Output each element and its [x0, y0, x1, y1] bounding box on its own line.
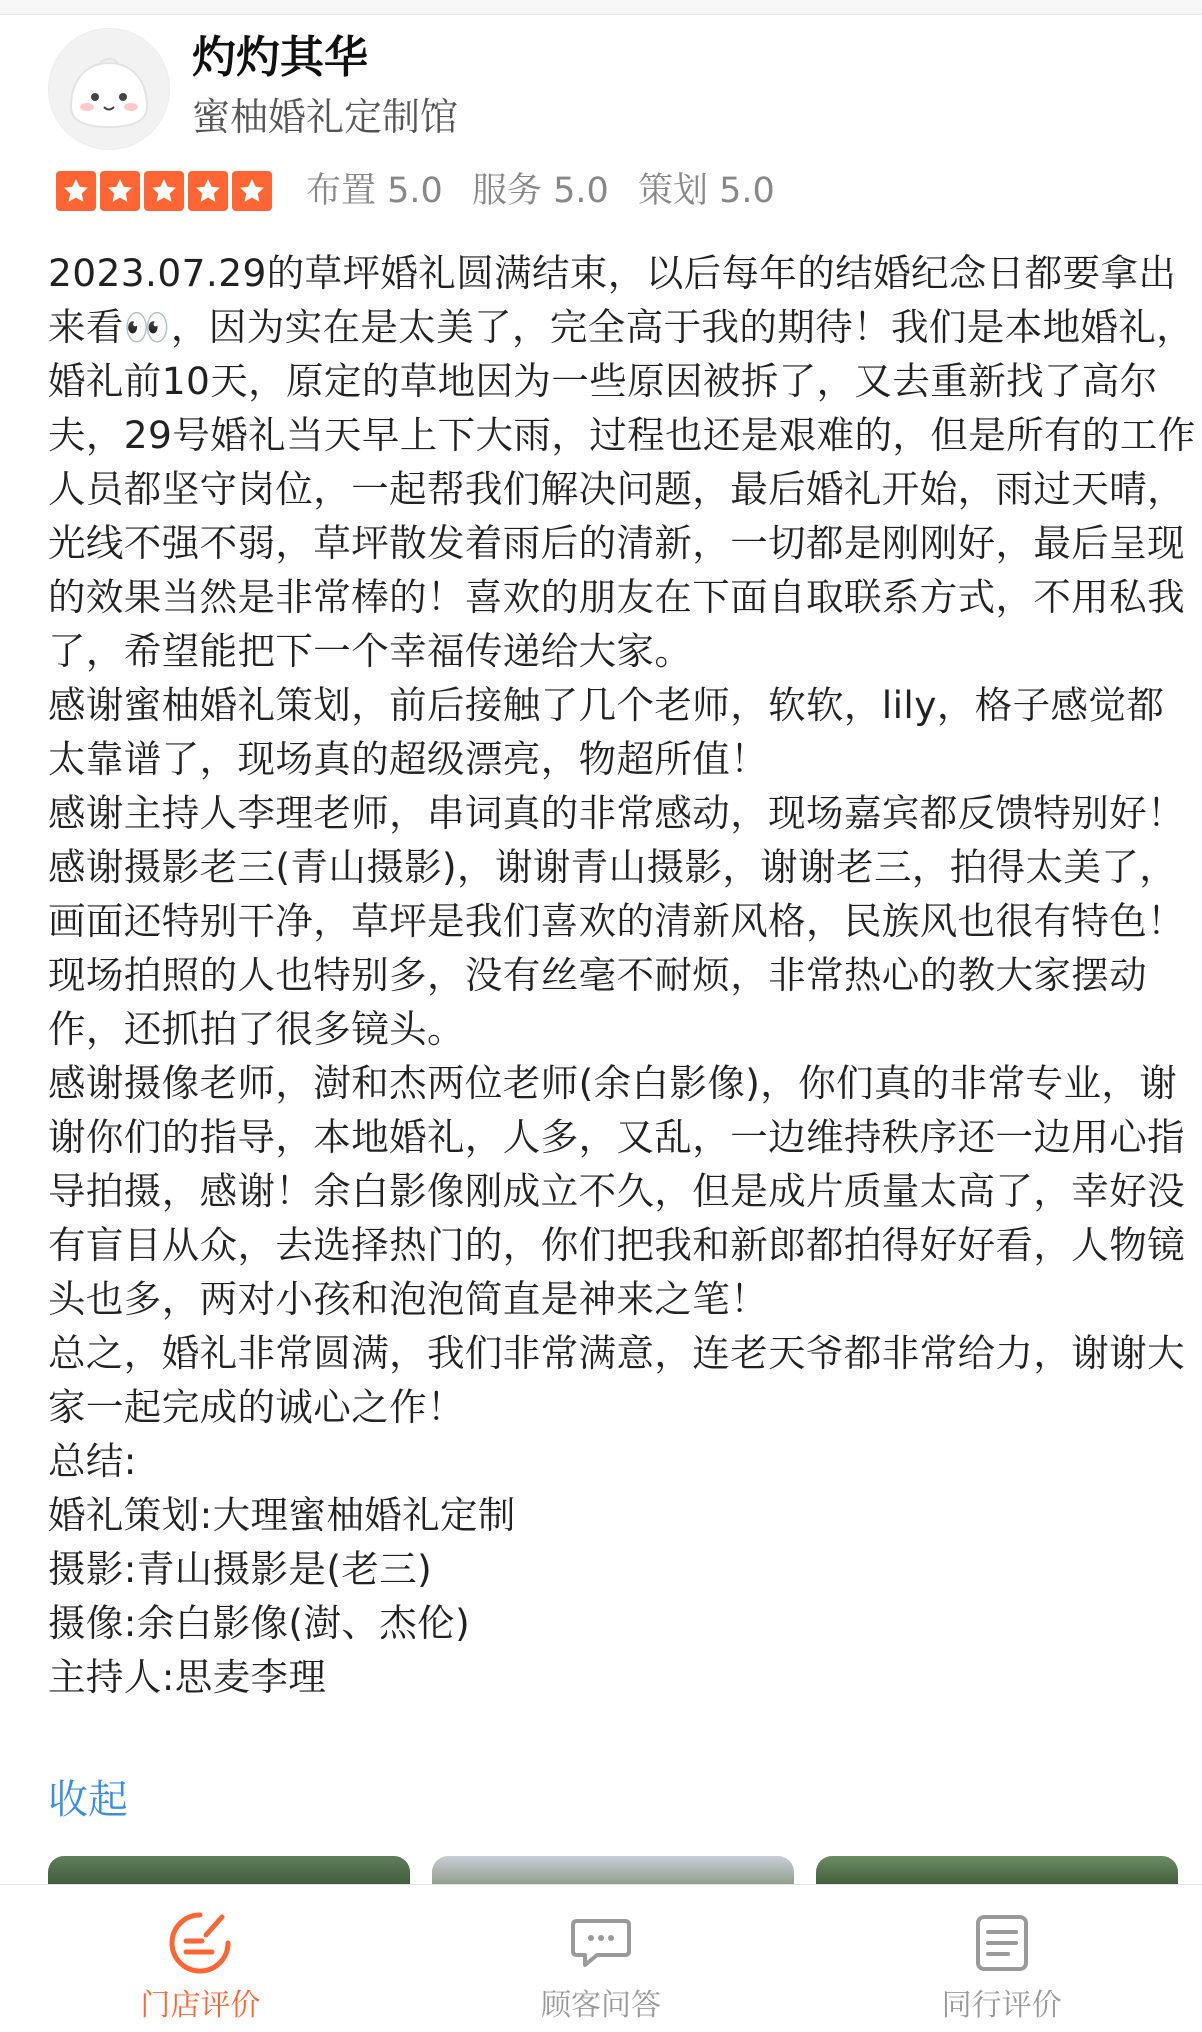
tab-peer-review[interactable] [801, 1885, 1202, 2032]
score-breakdown [306, 166, 793, 216]
review-paragraph: 感谢蜜柚婚礼策划，前后接触了几个老师，软软，lily，格子感觉都太靠谱了，现场真的超级漂亮，物超所值！ [48, 683, 1165, 781]
review-paragraph: 2023.07.29的草坪婚礼圆满结束，以后每年的结婚纪念日都要拿出来看👀，因为实在是太美了，完全高于我的期待！我们是本地婚礼，婚礼前10天，原定的草地因为一些原因被拆了，又去重新找了高尔夫，29号婚礼当天早上下大雨，过程也还是艰难的，但是所有的工作人员都坚守岗位，一起帮我们解决问题，最后婚礼开始，雨过天晴，光线不强不弱，草坪散发着雨后的清新，一切都是刚刚好，最后呈现的效果当然是非常棒的！喜欢的朋友在下面自取联系方式，不用私我了，希望能把下一个幸福传递给大家。 [48, 251, 1196, 673]
avatar-bun-icon [49, 29, 169, 149]
photo-thumbnail[interactable] [48, 1856, 410, 1886]
collapse-link[interactable]: 收起 [48, 1777, 128, 1823]
score-service: 服务 5.0 [471, 171, 609, 211]
star-rating [56, 171, 272, 211]
star-icon [100, 171, 140, 211]
star-icon [56, 171, 96, 211]
review-text [48, 246, 1198, 1704]
review-paragraph: 摄像:余白影像(澍、杰伦) [48, 1601, 471, 1645]
user-name[interactable]: 灼灼其华 [192, 32, 368, 83]
photo-thumbnail[interactable] [432, 1856, 794, 1886]
bottom-tab-bar [0, 1884, 1202, 2032]
tab-label: 同行评价 [941, 1988, 1062, 2023]
shop-name[interactable]: 蜜柚婚礼定制馆 [192, 95, 459, 139]
star-icon [144, 171, 184, 211]
tab-label: 顾客问答 [541, 1988, 661, 2023]
review-paragraph: 总之，婚礼非常圆满，我们非常满意，连老天爷都非常给力，谢谢大家一起完成的诚心之作！ [48, 1331, 1185, 1429]
score-layout: 布置 5.0 [306, 171, 443, 211]
customer-qa-icon [563, 1905, 639, 1981]
photo-thumbnail[interactable] [816, 1856, 1178, 1886]
tab-label: 门店评价 [140, 1988, 261, 2023]
review-paragraph: 摄影:青山摄影是(老三) [48, 1547, 433, 1591]
review-paragraph: 感谢主持人李理老师，串词真的非常感动，现场嘉宾都反馈特别好！ [48, 791, 1185, 835]
review-paragraph: 总结: [48, 1439, 137, 1483]
avatar[interactable] [48, 28, 170, 150]
peer-review-icon [964, 1905, 1040, 1981]
store-review-icon [162, 1905, 238, 1981]
tab-customer-qa[interactable] [401, 1885, 802, 2032]
review-paragraph: 感谢摄像老师，澍和杰两位老师(余白影像)，你们真的非常专业，谢谢你们的指导，本地婚礼，人多，又乱，一边维持秩序还一边用心指导拍摄，感谢！余白影像刚成立不久，但是成片质量太高了，幸好没有盲目从众，去选择热门的，你们把我和新郎都拍得好好看，人物镜头也多，两对小孩和泡泡简直是神来之笔！ [48, 1061, 1185, 1321]
review-paragraph: 主持人:思麦李理 [48, 1655, 327, 1699]
review-paragraph: 感谢摄影老三(青山摄影)，谢谢青山摄影，谢谢老三，拍得太美了，画面还特别干净，草坪是我们喜欢的清新风格，民族风也很有特色！现场拍照的人也特别多，没有丝毫不耐烦，非常热心的教大家摆动作，还抓拍了很多镜头。 [48, 845, 1185, 1051]
tab-store-review[interactable] [0, 1885, 401, 2032]
star-icon [188, 171, 228, 211]
review-paragraph: 婚礼策划:大理蜜柚婚礼定制 [48, 1493, 516, 1537]
photo-strip [48, 1856, 1178, 1886]
star-icon [232, 171, 272, 211]
score-planning: 策划 5.0 [637, 171, 775, 211]
top-divider [0, 0, 1202, 15]
